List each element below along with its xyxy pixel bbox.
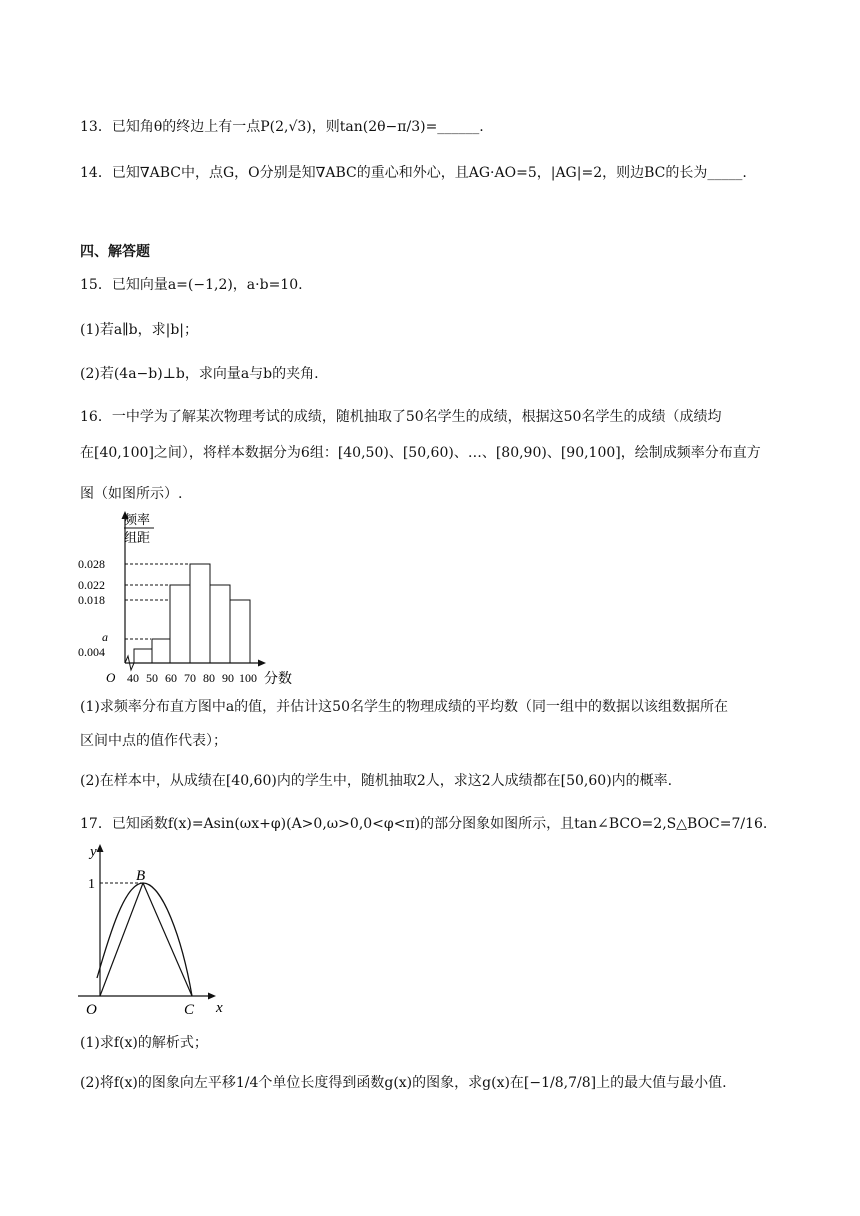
graph-x-arrow xyxy=(208,993,216,1000)
xtick-80: 80 xyxy=(203,671,215,685)
section-title: 四、解答题 xyxy=(80,244,150,260)
graph-point-C: C xyxy=(184,1002,195,1018)
q17-part1: (1)求f(x)的解析式； xyxy=(80,1035,208,1051)
xtick-60: 60 xyxy=(165,671,177,685)
graph-segment-BC xyxy=(143,883,192,996)
bar-50-60 xyxy=(152,639,170,663)
bar-40-50 xyxy=(134,649,152,663)
q14-text: 14．已知∇ABC中，点G，O分别是知∇ABC的重心和外心，且AG·AO=5，|AG|=2，则边BC的长为_____. xyxy=(80,165,747,181)
q17-stem: 17．已知函数f(x)=Asin(ωx+φ)(A>0,ω>0,0<φ<π)的部分图象如图所示，且tan∠BCO=2,S△BOC=7/16. xyxy=(80,816,768,832)
graph-y-label: y xyxy=(90,844,97,860)
xtick-90: 90 xyxy=(222,671,234,685)
xtick-100: 100 xyxy=(239,671,257,685)
histogram-x-arrow xyxy=(258,660,266,667)
q16-part1-line1: (1)求频率分布直方图中a的值，并估计这50名学生的物理成绩的平均数（同一组中的数据以该组数据所在 xyxy=(80,699,728,715)
graph-ytick-1: 1 xyxy=(88,877,95,892)
q15-stem: 15．已知向量a=(−1,2)，a·b=10. xyxy=(80,277,303,293)
ytick-label-0028: 0.028 xyxy=(78,557,105,571)
q16-stem-line2: 在[40,100]之间），将样本数据分为6组：[40,50)、[50,60)、…、[80,90)、[90,100]，绘制成频率分布直方 xyxy=(80,445,761,461)
q17-part2: (2)将f(x)的图象向左平移1/4个单位长度得到函数g(x)的图象，求g(x)在[−1/8,7/8]上的最大值与最小值. xyxy=(80,1075,727,1091)
ytick-label-0022: 0.022 xyxy=(78,578,105,592)
q16-stem-line3: 图（如图所示）. xyxy=(80,486,183,502)
xtick-70: 70 xyxy=(184,671,196,685)
question-13 xyxy=(80,117,484,137)
graph-x-label: x xyxy=(216,1000,223,1016)
q16-stem-line1: 16．一中学为了解某次物理考试的成绩，随机抽取了50名学生的成绩，根据这50名学生的成绩（成绩均 xyxy=(80,409,722,425)
graph-segment-OB xyxy=(100,883,143,996)
histogram-figure xyxy=(70,505,300,690)
ytick-label-0018: 0.018 xyxy=(78,593,105,607)
ytick-label-a: a xyxy=(102,630,108,644)
xtick-50: 50 xyxy=(146,671,158,685)
question-14 xyxy=(80,163,747,183)
histogram-ylabel-top: 频率 xyxy=(124,512,151,527)
bar-60-70 xyxy=(170,585,190,663)
function-graph xyxy=(70,838,250,1020)
histogram-origin: O xyxy=(106,670,116,685)
bar-80-90 xyxy=(210,585,230,663)
q15-part2: (2)若(4a−b)⊥b，求向量a与b的夹角. xyxy=(80,366,319,382)
bar-90-100 xyxy=(230,600,250,663)
graph-y-arrow xyxy=(97,844,104,852)
q15-part1: (1)若a∥b，求|b|； xyxy=(80,322,199,338)
histogram-ylabel-bottom: 组距 xyxy=(124,530,151,545)
bar-70-80 xyxy=(190,564,210,663)
graph-point-B: B xyxy=(136,868,146,884)
ytick-label-0004: 0.004 xyxy=(78,645,105,659)
q16-part2: (2)在样本中，从成绩在[40,60)内的学生中，随机抽取2人，求这2人成绩都在[50,60)内的概率. xyxy=(80,773,673,789)
q13-text: 13．已知角θ的终边上有一点P(2,√3)，则tan(2θ−π/3)=______. xyxy=(80,119,484,135)
graph-sine-curve xyxy=(97,883,192,996)
graph-origin-label: O xyxy=(86,1002,97,1018)
histogram-xlabel: 分数 xyxy=(264,672,292,687)
xtick-40: 40 xyxy=(127,671,139,685)
q16-part1-line2: 区间中点的值作代表）； xyxy=(80,733,227,749)
